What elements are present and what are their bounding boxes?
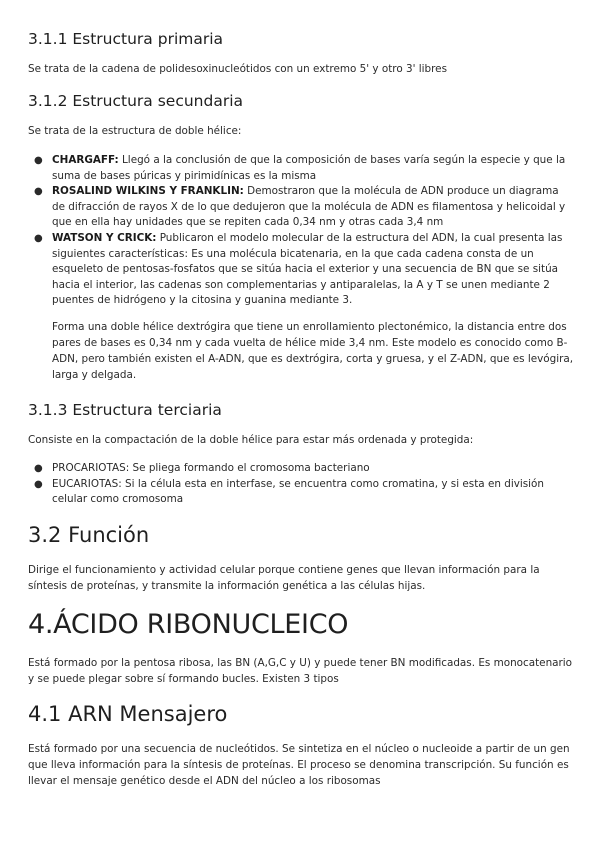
list-item-text: EUCARIOTAS: Si la célula esta en interfase, se encuentra como cromatina, y si esta en división celular como cromosoma	[52, 477, 545, 506]
list-item-procariotas	[28, 461, 574, 477]
bullet-icon: ●	[34, 155, 43, 166]
list-item-term: WATSON Y CRICK:	[52, 231, 157, 244]
bullet-icon: ●	[34, 478, 43, 490]
list-item-wilkins-franklin	[28, 184, 574, 231]
list-item-text: Llegó a la conclusión de que la composición de bases varía según la especie y que la suma de bases púricas y pirimidínicas es la misma	[52, 154, 566, 182]
paragraph-tertiary-intro: Consiste en la compactación de la doble hélice para estar más ordenada y protegida:	[28, 434, 474, 446]
paragraph-double-helix-note: Forma una doble hélice dextrógira que tiene un enrollamiento plectonémico, la distancia entre dos pares de bases es 0,34 nm y cada vuelta de hélice mide 3,4 nm. Este modelo es conocido como B-ADN, pero también existen el A-ADN, que es dextrógira, corta y gruesa, y el Z-ADN, que es levógira, larga y delgada.	[52, 321, 574, 381]
tertiary-structure-list	[28, 461, 574, 508]
bullet-icon: ●	[34, 232, 43, 244]
list-item-text: Publicaron el modelo molecular de la estructura del ADN, la cual presenta las siguientes características: Es una molécula bicatenaria, en la que cada cadena consta de un esqueleto de pentosas-fosfatos que se sitúa hacia el exterior y una secuencia de BN que se sitúa hacia el interior, las cadenas son complementarias y antiparalelas, la A y T se unen mediante 2 puentes de hidrógeno y la citosina y guanina mediante 3.	[52, 231, 563, 307]
bullet-icon: ●	[34, 186, 43, 198]
list-item-watson-crick	[28, 231, 574, 309]
list-item-text: PROCARIOTAS: Se pliega formando el cromosoma bacteriano	[52, 462, 370, 474]
list-item-term: CHARGAFF:	[52, 154, 119, 166]
heading-3-2: 3.2 Función	[28, 523, 150, 547]
secondary-structure-list	[28, 153, 574, 309]
list-item-eucariotas	[28, 477, 574, 508]
paragraph-primary-structure: Se trata de la cadena de polidesoxinucleótidos con un extremo 5' y otro 3' libres	[28, 63, 447, 75]
heading-3-1-1: 3.1.1 Estructura primaria	[28, 30, 224, 48]
list-item-chargaff	[28, 153, 574, 184]
paragraph-secondary-intro: Se trata de la estructura de doble hélice:	[28, 125, 242, 137]
heading-3-1-2: 3.1.2 Estructura secundaria	[28, 92, 244, 110]
heading-4: 4.ÁCIDO RIBONUCLEICO	[28, 609, 349, 640]
paragraph-arn-mensajero: Está formado por una secuencia de nucleótidos. Se sintetiza en el núcleo o nucleoide a partir de un gen que lleva información para la síntesis de proteínas. El proceso se denomina transcripción. Su función es llevar el mensaje genético desde el ADN del núcleo a los ribosomas	[28, 743, 570, 787]
bullet-icon: ●	[34, 463, 43, 474]
list-item-term: ROSALIND WILKINS Y FRANKLIN:	[52, 185, 244, 198]
list-item-text: Demostraron que la molécula de ADN produce un diagrama de difracción de rayos X de lo que dedujeron que la molécula de ADN es filamentosa y helicoidal y que en ella hay unidades que se repiten cada 0,34 nm y otras cada 3,4 nm	[52, 185, 566, 229]
heading-3-1-3: 3.1.3 Estructura terciaria	[28, 401, 222, 419]
heading-4-1: 4.1 ARN Mensajero	[28, 702, 228, 726]
paragraph-arn-intro: Está formado por la pentosa ribosa, las BN (A,G,C y U) y puede tener BN modificadas. Es monocatenario y se puede plegar sobre sí formando bucles. Existen 3 tipos	[28, 657, 573, 685]
paragraph-function: Dirige el funcionamiento y actividad celular porque contiene genes que llevan información para la síntesis de proteínas, y transmite la información genética a las células hijas.	[28, 564, 540, 592]
